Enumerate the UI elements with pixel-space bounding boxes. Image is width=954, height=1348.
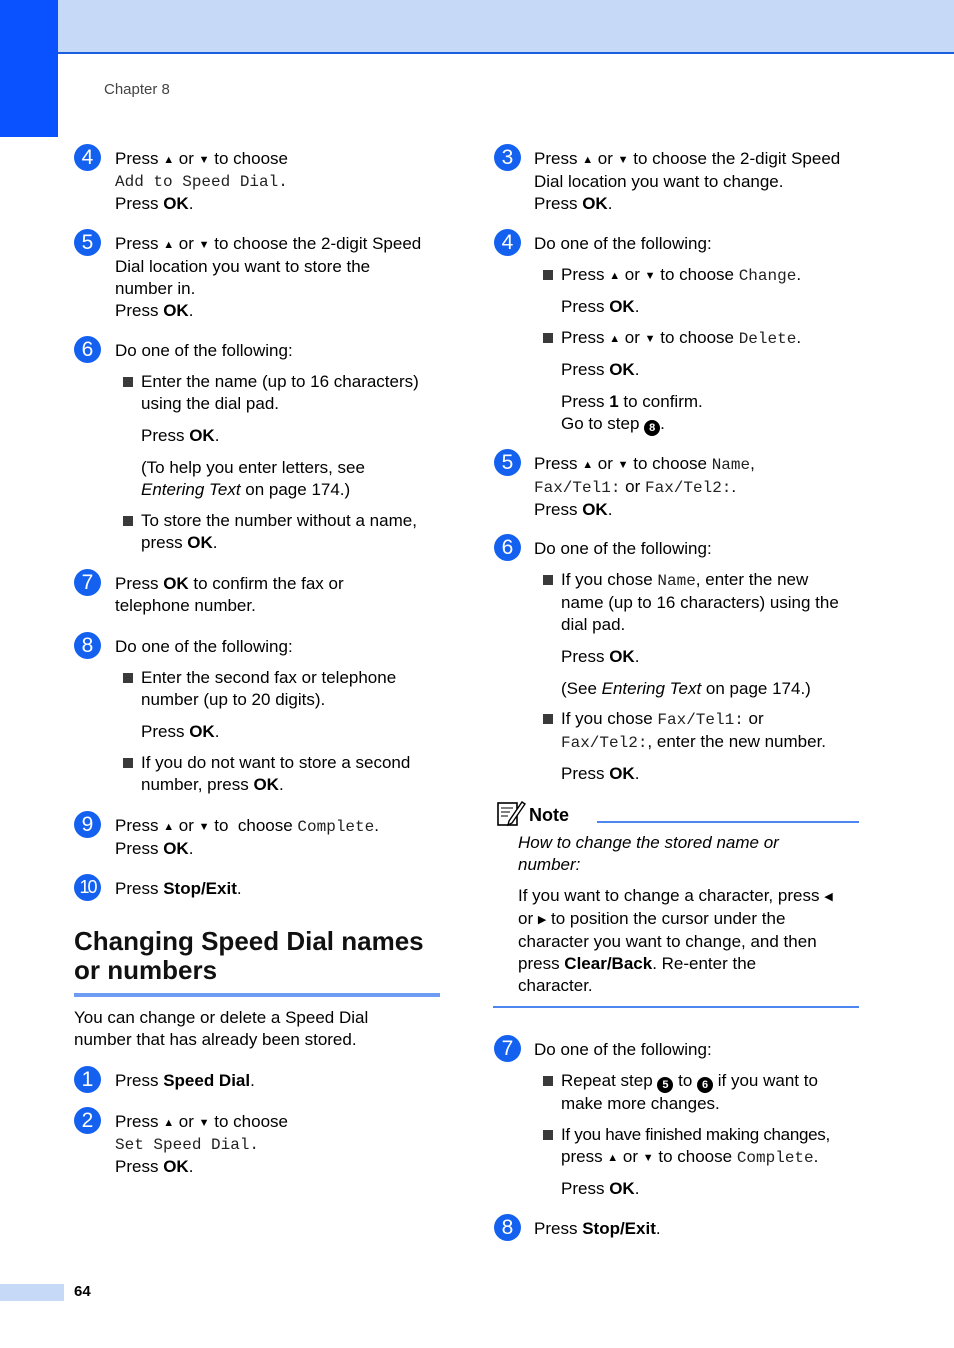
up-arrow-icon: ▲ (163, 821, 175, 833)
bullet (543, 1076, 553, 1086)
step-badge-4: 4 (74, 144, 101, 171)
step-badge-1: 1 (74, 1066, 101, 1093)
step-badge-6: 6 (74, 336, 101, 363)
note-icon (496, 798, 526, 828)
page-number: 64 (74, 1283, 91, 1300)
header-band (0, 0, 954, 54)
r-step-6-bullet-1: If you chose Name, enter the new name (up to 16 characters) using the dial pad. Press OK. (See Entering Text on page 174.) (561, 570, 839, 698)
r-step-5-text: Press ▲ or ▼ to choose Name, Fax/Tel1: or Fax/Tel2:. Press OK. (534, 454, 755, 519)
section-intro: You can change or delete a Speed Dial number that has already been stored. (74, 1008, 369, 1049)
down-arrow-icon: ▼ (198, 154, 210, 166)
note-divider (597, 821, 859, 823)
step-ref-5: 5 (657, 1077, 673, 1093)
up-arrow-icon: ▲ (609, 270, 621, 282)
down-arrow-icon: ▼ (198, 821, 210, 833)
step-8-bullet-1: Enter the second fax or telephone number (up to 20 digits). Press OK. (141, 668, 397, 741)
step-8-bullet-2: If you do not want to store a second number, press OK. (141, 753, 411, 794)
chapter-tab (0, 0, 58, 137)
bullet (543, 270, 553, 280)
step-9-text: Press ▲ or ▼ to choose Complete. Press OK. (115, 816, 379, 858)
up-arrow-icon: ▲ (582, 154, 594, 166)
r-step-4-bullet-2: Press ▲ or ▼ to choose Delete. Press OK. Press 1 to confirm. Go to step 8 . (561, 328, 802, 434)
bullet (123, 377, 133, 387)
section-heading: Changing Speed Dial names or numbers (74, 927, 440, 997)
down-arrow-icon: ▼ (617, 459, 629, 471)
step-badge-5: 5 (74, 229, 101, 256)
step-badge-8: 8 (494, 1214, 521, 1241)
bullet (543, 714, 553, 724)
left-arrow-icon: ◀ (824, 891, 833, 903)
step-8-intro: Do one of the following: (115, 637, 293, 656)
note-body: How to change the stored name or number: If you want to change a character, press ◀ or ▶ to position the cursor under the character you want to change, and then press Clear/Back. Re-enter the character. (518, 833, 833, 995)
r-step-7-bullet-2: If you have finished making changes, press ▲ or ▼ to choose Complete. Press OK. (561, 1125, 830, 1198)
menu-option: Add to Speed Dial. (115, 173, 288, 191)
step-badge-5: 5 (494, 449, 521, 476)
r-step-4-intro: Do one of the following: (534, 234, 712, 253)
step-10-text: Press Stop/Exit. (115, 879, 242, 898)
step-badge-10: 10 (74, 874, 101, 901)
step-5-text: Press ▲ or ▼ to choose the 2-digit Speed Dial location you want to store the number in. Press OK. (115, 234, 422, 320)
r-step-6-bullet-2: If you chose Fax/Tel1: or Fax/Tel2:, enter the new number. Press OK. (561, 709, 827, 783)
up-arrow-icon: ▲ (163, 154, 175, 166)
right-arrow-icon: ▶ (537, 914, 547, 926)
sstep-1-text: Press Speed Dial. (115, 1071, 255, 1090)
step-4-text: Press ▲ or ▼ to choose Add to Speed Dial. Press OK. (115, 148, 445, 215)
r-step-6-intro: Do one of the following: (534, 539, 712, 558)
step-badge-7: 7 (494, 1035, 521, 1062)
step-badge-6: 6 (494, 534, 521, 561)
sstep-2-text: Press ▲ or ▼ to choose Set Speed Dial. Press OK. (115, 1111, 445, 1178)
chapter-label: Chapter 8 (104, 81, 170, 98)
down-arrow-icon: ▼ (198, 239, 210, 251)
down-arrow-icon: ▼ (617, 154, 629, 166)
r-step-7-intro: Do one of the following: (534, 1040, 712, 1059)
bullet (543, 1130, 553, 1140)
down-arrow-icon: ▼ (642, 1152, 654, 1164)
step-6-bullet-1: Enter the name (up to 16 characters) using the dial pad. Press OK. (To help you enter letters, see Entering Text on page 174.) (141, 372, 419, 499)
step-ref-8: 8 (644, 420, 660, 436)
step-7-text: Press OK to confirm the fax or telephone number. (115, 574, 344, 615)
up-arrow-icon: ▲ (607, 1152, 619, 1164)
up-arrow-icon: ▲ (163, 1117, 175, 1129)
note-bottom-divider (493, 1006, 859, 1008)
up-arrow-icon: ▲ (609, 333, 621, 345)
bullet (123, 516, 133, 526)
step-badge-3: 3 (494, 144, 521, 171)
bullet (123, 758, 133, 768)
note-title: Note (529, 805, 569, 825)
step-badge-7: 7 (74, 569, 101, 596)
bullet (123, 673, 133, 683)
menu-option: Set Speed Dial. (115, 1136, 260, 1154)
up-arrow-icon: ▲ (163, 239, 175, 251)
step-badge-4: 4 (494, 229, 521, 256)
r-step-3-text: Press ▲ or ▼ to choose the 2-digit Speed Dial location you want to change. Press OK. (534, 149, 841, 213)
bullet (543, 575, 553, 585)
step-ref-6: 6 (697, 1077, 713, 1093)
r-step-7-bullet-1: Repeat step 5 to 6 if you want to make more changes. (561, 1071, 818, 1113)
r-step-8-text: Press Stop/Exit. (534, 1219, 661, 1238)
step-badge-9: 9 (74, 811, 101, 838)
step-badge-2: 2 (74, 1107, 101, 1134)
r-step-4-bullet-1: Press ▲ or ▼ to choose Change. Press OK. (561, 265, 802, 316)
bullet (543, 333, 553, 343)
step-6-intro: Do one of the following: (115, 341, 293, 360)
down-arrow-icon: ▼ (644, 270, 656, 282)
step-6-bullet-2: To store the number without a name, press OK. (141, 511, 417, 552)
footer-band (0, 1284, 64, 1301)
up-arrow-icon: ▲ (582, 459, 594, 471)
down-arrow-icon: ▼ (644, 333, 656, 345)
step-badge-8: 8 (74, 632, 101, 659)
down-arrow-icon: ▼ (198, 1117, 210, 1129)
